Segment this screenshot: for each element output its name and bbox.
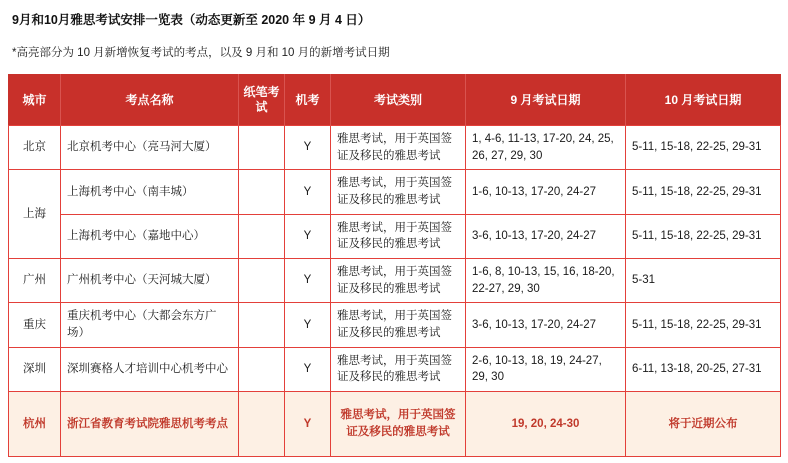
cell-october-dates: 5-11, 15-18, 22-25, 29-31: [626, 126, 781, 170]
cell-exam-type: 雅思考试，用于英国签证及移民的雅思考试: [331, 259, 466, 303]
cell-city: 广州: [9, 259, 61, 303]
cell-exam-type: 雅思考试，用于英国签证及移民的雅思考试: [331, 392, 466, 457]
cell-october-dates: 5-11, 15-18, 22-25, 29-31: [626, 303, 781, 347]
table-row: [9, 347, 781, 391]
cell-september-dates: 19, 20, 24-30: [466, 392, 626, 457]
cell-september-dates: 1-6, 8, 10-13, 15, 16, 18-20, 22-27, 29, 30: [466, 259, 626, 303]
cell-computer-exam: Y: [285, 259, 331, 303]
table-row: [9, 392, 781, 457]
cell-venue: 上海机考中心（嘉地中心）: [61, 214, 239, 258]
cell-venue: 重庆机考中心（大都会东方广场）: [61, 303, 239, 347]
cell-october-dates: 将于近期公布: [626, 392, 781, 457]
exam-schedule-table: [8, 74, 781, 457]
cell-computer-exam: Y: [285, 214, 331, 258]
cell-exam-type: 雅思考试，用于英国签证及移民的雅思考试: [331, 126, 466, 170]
cell-paper-exam: [239, 259, 285, 303]
cell-paper-exam: [239, 126, 285, 170]
column-header-computer: 机考: [285, 75, 331, 126]
cell-paper-exam: [239, 392, 285, 457]
cell-computer-exam: Y: [285, 303, 331, 347]
cell-venue: 浙江省教育考试院雅思机考考点: [61, 392, 239, 457]
cell-city: 杭州: [9, 392, 61, 457]
table-row: [9, 170, 781, 214]
cell-computer-exam: Y: [285, 392, 331, 457]
table-body: [9, 126, 781, 457]
cell-computer-exam: Y: [285, 347, 331, 391]
cell-september-dates: 1, 4-6, 11-13, 17-20, 24, 25, 26, 27, 29, 30: [466, 126, 626, 170]
cell-city: 重庆: [9, 303, 61, 347]
cell-september-dates: 3-6, 10-13, 17-20, 24-27: [466, 214, 626, 258]
cell-exam-type: 雅思考试，用于英国签证及移民的雅思考试: [331, 170, 466, 214]
cell-venue: 广州机考中心（天河城大厦）: [61, 259, 239, 303]
table-row: [9, 303, 781, 347]
cell-exam-type: 雅思考试，用于英国签证及移民的雅思考试: [331, 347, 466, 391]
cell-october-dates: 5-31: [626, 259, 781, 303]
cell-september-dates: 1-6, 10-13, 17-20, 24-27: [466, 170, 626, 214]
cell-computer-exam: Y: [285, 126, 331, 170]
column-header-type: 考试类别: [331, 75, 466, 126]
table-header-row: [9, 75, 781, 126]
cell-venue: 深圳赛格人才培训中心机考中心: [61, 347, 239, 391]
cell-paper-exam: [239, 347, 285, 391]
column-header-city: 城市: [9, 75, 61, 126]
cell-exam-type: 雅思考试，用于英国签证及移民的雅思考试: [331, 303, 466, 347]
cell-city: 深圳: [9, 347, 61, 391]
column-header-venue: 考点名称: [61, 75, 239, 126]
cell-paper-exam: [239, 170, 285, 214]
cell-october-dates: 5-11, 15-18, 22-25, 29-31: [626, 214, 781, 258]
cell-october-dates: 5-11, 15-18, 22-25, 29-31: [626, 170, 781, 214]
column-header-september: 9 月考试日期: [466, 75, 626, 126]
page-note: *高亮部分为 10 月新增恢复考试的考点，以及 9 月和 10 月的新增考试日期: [12, 47, 390, 59]
cell-venue: 北京机考中心（亮马河大厦）: [61, 126, 239, 170]
column-header-october: 10 月考试日期: [626, 75, 781, 126]
table-row: [9, 214, 781, 258]
cell-city: 北京: [9, 126, 61, 170]
cell-venue: 上海机考中心（南丰城）: [61, 170, 239, 214]
cell-paper-exam: [239, 303, 285, 347]
cell-october-dates: 6-11, 13-18, 20-25, 27-31: [626, 347, 781, 391]
column-header-paper: 纸笔考试: [239, 75, 285, 126]
table-row: [9, 259, 781, 303]
page-title: 9月和10月雅思考试安排一览表（动态更新至 2020 年 9 月 4 日）: [12, 13, 371, 27]
cell-exam-type: 雅思考试，用于英国签证及移民的雅思考试: [331, 214, 466, 258]
cell-september-dates: 2-6, 10-13, 18, 19, 24-27, 29, 30: [466, 347, 626, 391]
cell-city: 上海: [9, 170, 61, 259]
table-row: [9, 126, 781, 170]
cell-computer-exam: Y: [285, 170, 331, 214]
cell-september-dates: 3-6, 10-13, 17-20, 24-27: [466, 303, 626, 347]
cell-paper-exam: [239, 214, 285, 258]
